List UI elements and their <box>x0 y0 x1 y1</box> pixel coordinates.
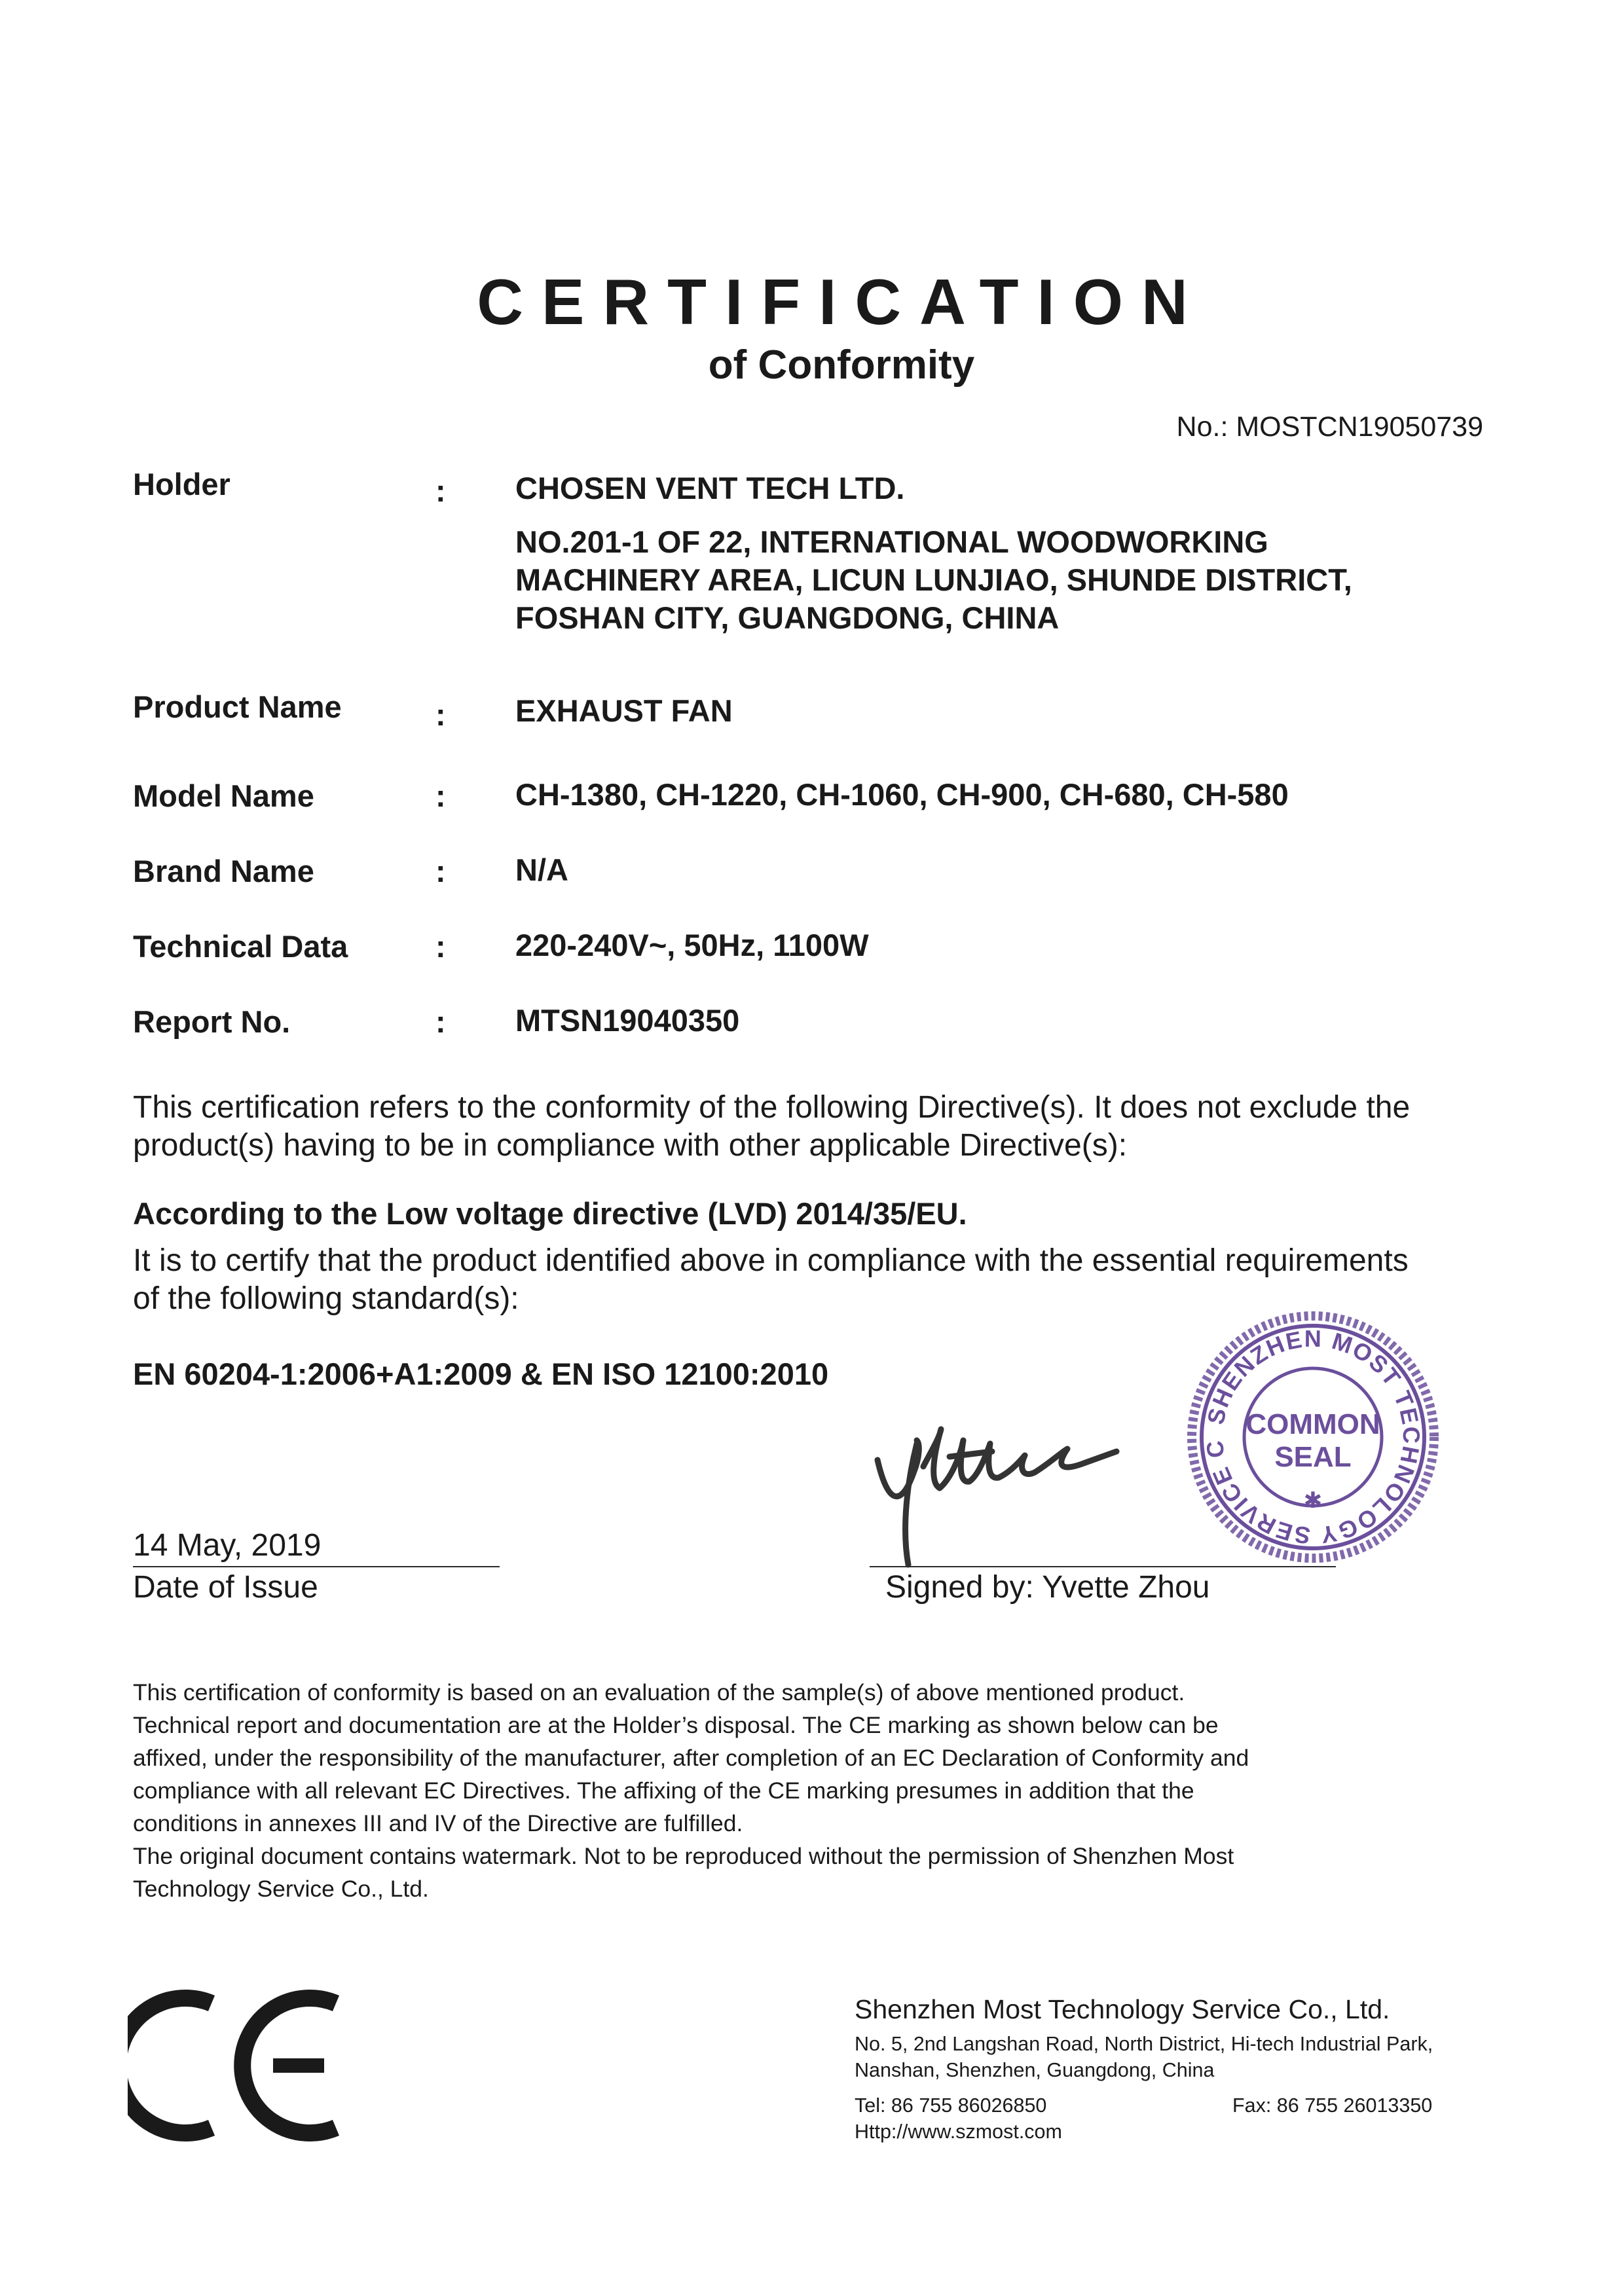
issuer-tel: Tel: 86 755 86026850 <box>855 2094 1047 2117</box>
product-name-label: Product Name <box>133 689 342 724</box>
issuer-fax: Fax: 86 755 26013350 <box>1232 2094 1433 2117</box>
holder-label: Holder <box>133 467 231 501</box>
footnote-line-1: This certification of conformity is based on an evaluation of the sample(s) of above mentioned product. <box>133 1679 1185 1705</box>
seal-center-line-2: SEAL <box>1274 1441 1352 1473</box>
signed-by: Signed by: Yvette Zhou <box>885 1570 1210 1605</box>
holder-company: CHOSEN VENT TECH LTD. <box>515 471 905 505</box>
company-seal <box>1175 1300 1450 1575</box>
issuer-address-line-2: Nanshan, Shenzhen, Guangdong, China <box>855 2059 1215 2081</box>
directive-intro-line-1: This certification refers to the conformity of the following Directive(s). It does not exclude the <box>133 1090 1411 1125</box>
seal-star-icon: ✱ <box>1303 1487 1323 1514</box>
footnote-line-3: affixed, under the responsibility of the manufacturer, after completion of an EC Declaration of Conformity and <box>133 1745 1249 1771</box>
brand-name-value: N/A <box>515 852 568 887</box>
issuer-web: Http://www.szmost.com <box>855 2121 1062 2143</box>
certify-line-1: It is to certify that the product identified above in compliance with the essential requirements <box>133 1243 1409 1278</box>
document-title: CERTIFICATION <box>477 266 1206 338</box>
seal-graphic <box>1175 1300 1450 1575</box>
brand-name-colon: : <box>435 854 446 888</box>
issue-date-underline <box>133 1566 500 1567</box>
holder-colon: : <box>435 473 446 508</box>
issue-date-label: Date of Issue <box>133 1570 318 1605</box>
product-name-colon: : <box>435 697 446 732</box>
product-name-value: EXHAUST FAN <box>515 693 733 728</box>
certify-line-2: of the following standard(s): <box>133 1281 519 1316</box>
model-name-label: Model Name <box>133 778 314 813</box>
model-name-colon: : <box>435 778 446 813</box>
technical-data-label: Technical Data <box>133 929 348 964</box>
footnote-line-5: conditions in annexes III and IV of the Directive are fulfilled. <box>133 1810 743 1836</box>
footnote-line-6: The original document contains watermark. Not to be reproduced without the permission of Shenzhen Most <box>133 1843 1234 1869</box>
technical-data-colon: : <box>435 929 446 964</box>
issue-date: 14 May, 2019 <box>133 1528 322 1563</box>
technical-data-value: 220-240V~, 50Hz, 1100W <box>515 928 869 962</box>
certificate-number: No.: MOSTCN19050739 <box>1176 411 1483 443</box>
signature <box>861 1404 1136 1575</box>
footnote-line-7: Technology Service Co., Ltd. <box>133 1876 429 1902</box>
holder-address-line-2: MACHINERY AREA, LICUN LUNJIAO, SHUNDE DISTRICT, <box>515 562 1352 597</box>
standards: EN 60204-1:2006+A1:2009 & EN ISO 12100:2010 <box>133 1357 829 1391</box>
report-no-label: Report No. <box>133 1004 291 1039</box>
signature-graphic <box>861 1404 1136 1575</box>
holder-address-line-1: NO.201-1 OF 22, INTERNATIONAL WOODWORKING <box>515 524 1268 559</box>
signature-underline <box>870 1566 1336 1567</box>
ce-mark-icon <box>128 1987 344 2144</box>
model-name-value: CH-1380, CH-1220, CH-1060, CH-900, CH-680, CH-580 <box>515 777 1289 812</box>
brand-name-label: Brand Name <box>133 854 314 888</box>
directive-intro-line-2: product(s) having to be in compliance with other applicable Directive(s): <box>133 1128 1128 1163</box>
ce-mark-logo <box>128 1987 344 2144</box>
seal-ring-text: SHENZHEN MOST TECHNOLOGY SERVICE C <box>1200 1324 1426 1550</box>
report-no-colon: : <box>435 1004 446 1039</box>
footnote-line-2: Technical report and documentation are at the Holder’s disposal. The CE marking as shown below can be <box>133 1712 1219 1738</box>
issuer-address-line-1: No. 5, 2nd Langshan Road, North District, Hi-tech Industrial Park, <box>855 2033 1433 2055</box>
holder-address-line-3: FOSHAN CITY, GUANGDONG, CHINA <box>515 600 1060 635</box>
report-no-value: MTSN19040350 <box>515 1003 740 1038</box>
issuer-name: Shenzhen Most Technology Service Co., Ltd. <box>855 1994 1390 2024</box>
seal-center-line-1: COMMON <box>1246 1408 1380 1440</box>
directive-heading: According to the Low voltage directive (LVD) 2014/35/EU. <box>133 1196 967 1231</box>
footnote-line-4: compliance with all relevant EC Directives. The affixing of the CE marking presumes in addition that the <box>133 1777 1194 1804</box>
document-subtitle: of Conformity <box>708 342 975 388</box>
